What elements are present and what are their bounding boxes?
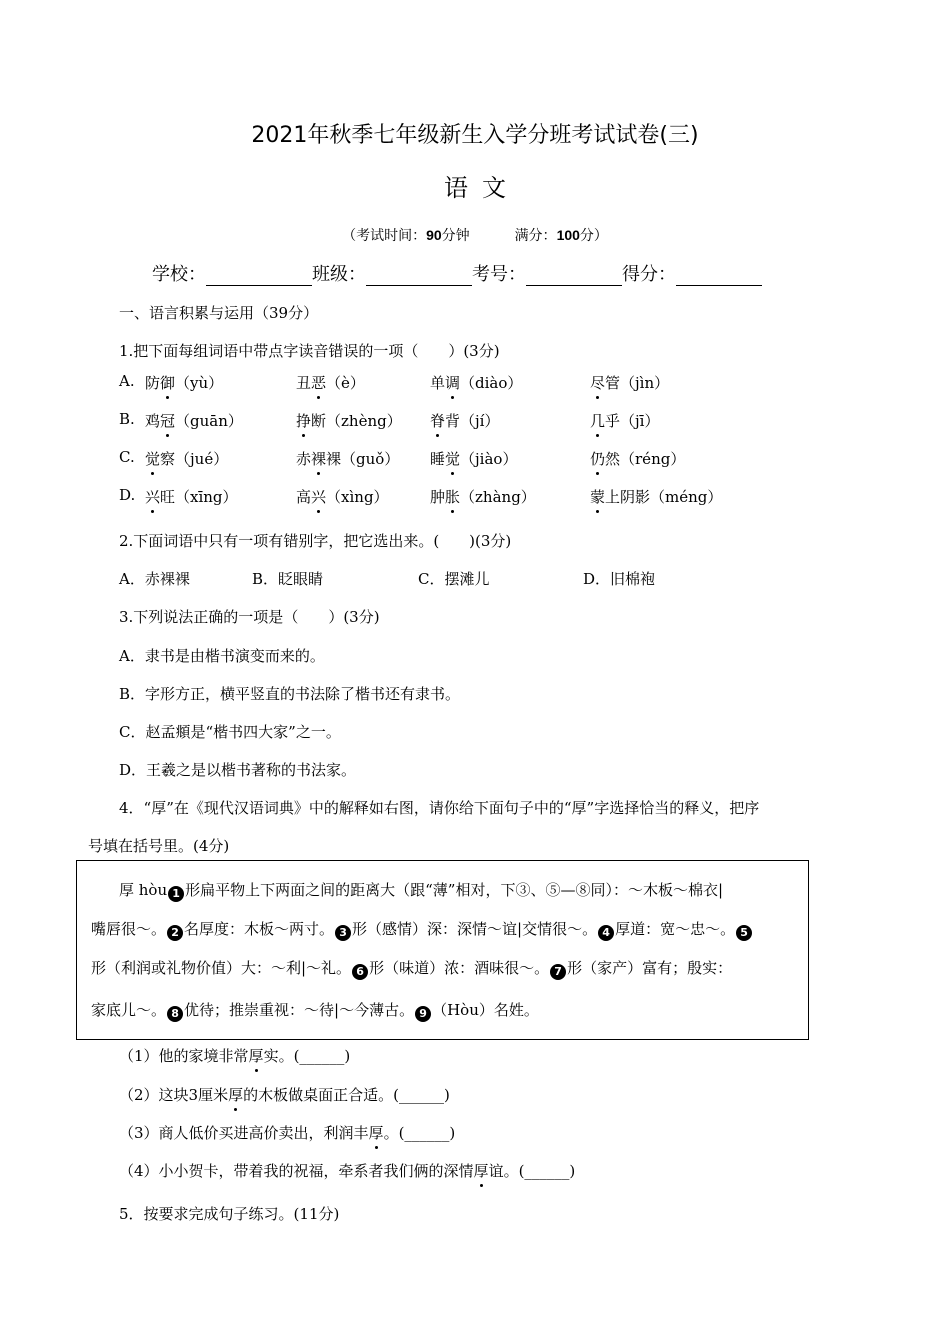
q1-c-1: 觉察（jué）	[145, 450, 229, 468]
sense-number-3: 3	[335, 925, 351, 941]
q3-option-d: D．王羲之是以楷书著称的书法家。	[119, 761, 357, 779]
q1-a-2: 丑恶（è）	[296, 374, 365, 392]
q1-a-1: 防御（yù）	[145, 374, 224, 392]
school-label: 学校：	[152, 264, 206, 285]
q2-option-b: B．眨眼睛	[252, 570, 324, 588]
q1-row-c: C.	[119, 448, 135, 466]
meta-time-value: 90	[426, 227, 442, 243]
q1-b-1: 鸡冠（guān）	[145, 412, 243, 430]
dictionary-box	[76, 860, 809, 1040]
q2-option-d: D．旧棉袍	[583, 570, 656, 588]
q1-d-1: 兴旺（xīng）	[145, 488, 238, 506]
q1-c-3: 睡觉（jiào）	[430, 450, 518, 468]
q5-stem: 5．按要求完成句子练习。(11分)	[119, 1205, 340, 1223]
sense-number-7: 7	[550, 964, 566, 980]
q4-sentence-4: （4）小小贺卡，带着我的祝福，牵系者我们俩的深情厚谊。(______)	[119, 1162, 576, 1180]
sense-number-6: 6	[352, 964, 368, 980]
q1-row-a	[119, 372, 135, 390]
info-fields	[152, 260, 762, 286]
q1-c-2: 赤裸裸（guǒ）	[296, 450, 400, 468]
sense-number-5: 5	[736, 925, 752, 941]
q2-option-a: A．赤裸裸	[119, 570, 190, 588]
sense-number-9: 9	[415, 1006, 431, 1022]
score-label: 得分：	[622, 264, 676, 285]
q1-d-4: 蒙上阴影（méng）	[590, 488, 723, 506]
exam-meta	[0, 225, 950, 245]
subject-title: 语文	[444, 174, 520, 202]
q1-row-d: D.	[119, 486, 136, 504]
q4-sentence-3: （3）商人低价买进高价卖出，利润丰厚。(______)	[119, 1124, 456, 1142]
q4-sentence-1: （1）他的家境非常厚实。(______)	[119, 1047, 351, 1065]
class-label: 班级：	[312, 264, 366, 285]
q1-row-b: B.	[119, 410, 135, 428]
sense-number-4: 4	[598, 925, 614, 941]
q1-a-4: 尽管（jìn）	[590, 374, 670, 392]
meta-score-unit: 分）	[579, 228, 608, 244]
exam-title: 2021年秋季七年级新生入学分班考试试卷(三)	[251, 123, 699, 148]
q1-c-4: 仍然（réng）	[590, 450, 686, 468]
class-blank[interactable]	[366, 267, 472, 286]
box-line-1: 厚 hòu 1 形扁平物上下两面之间的距离大（跟“薄”相对，下③、⑤—⑧同）：～木板～棉衣|	[119, 881, 724, 900]
sense-number-8: 8	[167, 1006, 183, 1022]
sense-number-1: 1	[168, 886, 184, 902]
q1-b-4: 几乎（jī）	[590, 412, 660, 430]
sense-number-2: 2	[167, 925, 183, 941]
section-heading: 一、语言积累与运用（39分）	[119, 304, 319, 322]
meta-time-unit: 分钟	[441, 228, 470, 244]
q3-option-b: B．字形方正，横平竖直的书法除了楷书还有隶书。	[119, 685, 461, 703]
meta-time-label: （考试时间：	[342, 228, 427, 244]
score-blank[interactable]	[676, 267, 762, 286]
q1-stem: 1.把下面每组词语中带点字读音错误的一项（ ）(3分)	[119, 342, 500, 360]
meta-score-value: 100	[556, 227, 580, 243]
q3-option-c: C．赵孟頫是“楷书四大家”之一。	[119, 723, 341, 741]
q2-stem: 2.下面词语中只有一项有错别字，把它选出来。( )(3分)	[119, 532, 512, 550]
exam-no-blank[interactable]	[526, 267, 622, 286]
q1-d-3: 肿胀（zhàng）	[430, 488, 536, 506]
option-label: A.	[119, 372, 135, 390]
q3-option-a: A．隶书是由楷书演变而来的。	[119, 647, 325, 665]
q2-option-c: C．摆滩儿	[418, 570, 490, 588]
meta-score-label: 满分：	[514, 228, 557, 244]
school-blank[interactable]	[206, 267, 312, 286]
box-line-4: 家底儿～。 8 优待；推崇重视：～待|～今薄古。 9 （Hòu）名姓。	[91, 1001, 539, 1020]
q1-b-3: 脊背（jí）	[430, 412, 500, 430]
q1-a-3: 单调（diào）	[430, 374, 523, 392]
q1-d-2: 高兴（xìng）	[296, 488, 389, 506]
q4-sentence-2: （2）这块3厘米厚的木板做桌面正合适。(______)	[119, 1086, 450, 1104]
exam-no-label: 考号：	[472, 264, 526, 285]
q4-stem-line1: 4．“厚”在《现代汉语词典》中的解释如右图，请你给下面句子中的“厚”字选择恰当的释义，把序	[119, 799, 760, 817]
q1-b-2: 挣断（zhèng）	[296, 412, 402, 430]
box-line-3: 形（利润或礼物价值）大：～利|～礼。 6 形（味道）浓：酒味很～。 7 形（家产）富有；殷实：	[91, 959, 733, 978]
box-line-2: 嘴唇很～。 2 名厚度：木板～两寸。 3 形（感情）深：深情～谊|交情很～。 4 厚道：宽～忠～。 5	[91, 918, 753, 941]
q3-stem: 3.下列说法正确的一项是（ ）(3分)	[119, 608, 380, 626]
q4-stem-line2: 号填在括号里。(4分)	[88, 837, 230, 855]
